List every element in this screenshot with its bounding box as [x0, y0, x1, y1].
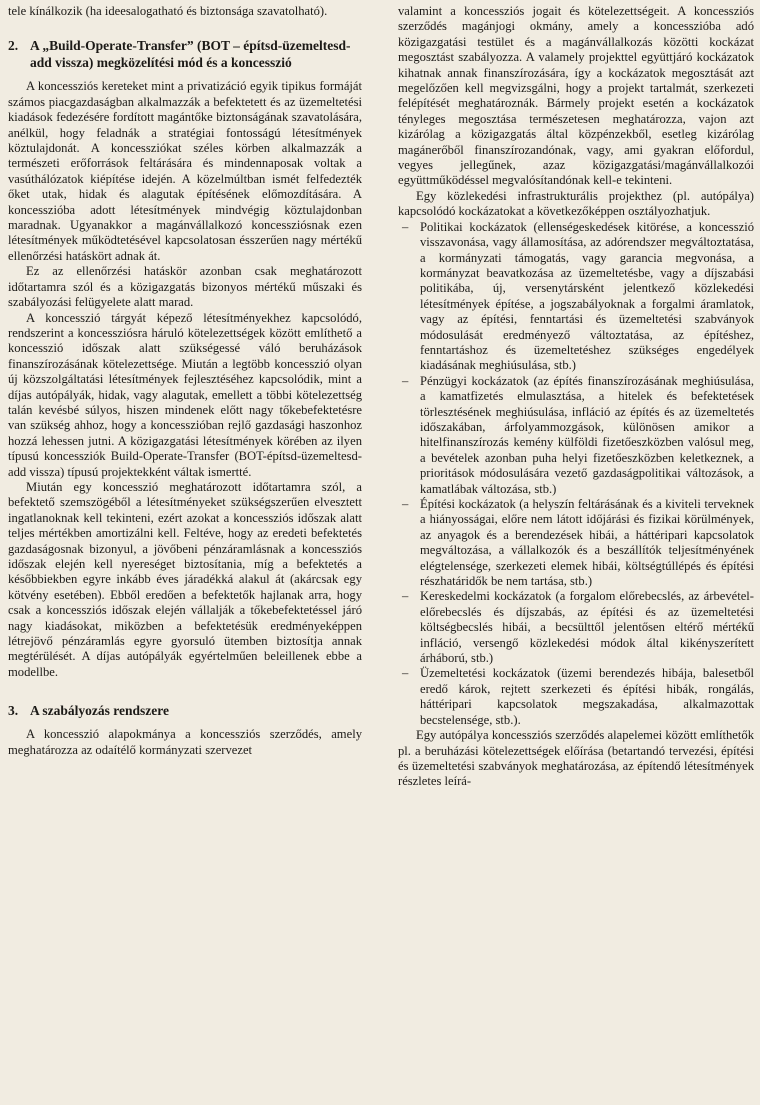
- paragraph: Egy közlekedési infrastrukturális projekthez (pl. autópálya) kapcsolódó kockázatokat a következőképpen osztályozhatjuk.: [398, 188, 754, 219]
- closing-paragraph: Egy autópálya koncessziós szerződés alapelemei között említhetők pl. a beruházási kötelezettségek előírása (betartandó tervezési, építési és üzemeltetési szabványok meghatározása, az építendő létesítmények részletes leírá-: [398, 728, 754, 789]
- section-2-number: 2.: [8, 38, 19, 54]
- intro-fragment: tele kínálkozik (ha ideesalogatható és biztonsága szavatolható).: [8, 4, 328, 18]
- section-3-paragraph: A koncesszió alapokmánya a koncessziós szerződés, amely meghatározza az odaítélő kormányzati szervezet: [8, 727, 362, 757]
- risk-list: [398, 220, 754, 728]
- risk-list-item: – Építési kockázatok (a helyszín feltárásának és a kiviteli terveknek a hiányosságai, előre nem látott időjárási és fizikai körülmények, az anyagok és a berendezések hibái, a háttéripari kapcsolatok megváltozása, a vállalkozók és a beszállítók teljesítményének elégtelensége, szerkezeti elemek hibái, költségtúllépés és építési részhatáridők be nem tartása, stb.): [398, 497, 754, 589]
- section-2-title: A „Build-Operate-Transfer” (BOT – építsd-üzemeltesd-add vissza) megközelítési mód és a koncesszió: [30, 38, 351, 71]
- risk-list-item: – Politikai kockázatok (ellenségeskedések kitörése, a koncesszió visszavonása, vagy államosítása, az adórendszer megváltoztatása, a kormányzati támogatás, vagy garancia megvonása, a kormányzat beavatkozása az üzemeltetésbe, vagy a díjszabási politikába, új, versenytársként jelentkező közlekedési létesítmények építése, a jogszabályoknak a forgalmi áramlatok, vagy az építési, fenntartási és üzemeltetési szabványok módosulását eredményező változtatása, az építéshez, fenntartáshoz és üzemeltetéshez szükséges engedélyek kiadásának meghiúsulása, stb.): [398, 220, 754, 374]
- section-3-number: 3.: [8, 703, 19, 719]
- paragraph: A koncesszió tárgyát képező létesítményekhez kapcsolódó, rendszerint a koncessziósra háruló kötelezettségek között említhető a koncesszió időszak alatt szükségessé váló beruházások finanszírozásának kötelezettsége. Miután a legtöbb koncesszió olyan új közszolgáltatási létesítmények fejlesztéséhez kapcsolódik, mint a díjas autópályák, hidak, vagy alagutak, emellett a többi kötelezettség talán kevésbé súlyos, hiszen mindenek előtt nagy tőkebefektetésre van szükség ahhoz, hogy a koncesszióban rejlő gazdasági haszonhoz hozzá lehessen jutni. A közigazgatási létesítmények körében az ilyen típusú koncessziók Build-Operate-Transfer (BOT-építsd-üzemeltesd-add vissza) típusú projektekként váltak ismertté.: [8, 310, 362, 479]
- paragraph: Miután egy koncesszió meghatározott időtartamra szól, a befektető szemszögéből a létesítményeket szükségszerűen elvesztett ingatlanoknak kell tekinteni, ezért azokat a koncessziós időszak alatt teljes mértékben amortizálni kell. Feltéve, hogy az eredeti befektetés gazdaságosnak bizonyul, a jövőbeni pénzáramlásnak a koncessziós időszak elején kell nyereséget biztosítania, míg a befektetés a későbbiekben egyre inkább éves járadékká alakul át (akárcsak egy kötvény esetében). Ebből eredően a befektetők hajlanak arra, hogy csak a koncessziós időszak elején vállalják a tőkebefektetéssel járó nagy kiadásokat, miközben a befektetésük eredményeképpen létrejövő pénzáramlás egyre gyorsuló ütemben biztosítja annak megtérülését. A díjas autópályák egyértelműen beleillenek ebbe a modellbe.: [8, 479, 362, 679]
- paragraph: valamint a koncessziós jogait és kötelezettségeit. A koncessziós szerződés magánjogi okmány, amely a koncesszióba adó közigazgatási testület és a magánvállalkozás közötti kockázat megosztást szabályozza. A valamely projekttel együttjáró kockázatok kihatnak annak finanszírozására, így a kockázatok megosztását azt megelőzően kell megvizsgálni, hogy a projekt tartalmát, szerkezeti felépítését meghatároznák. Bármely projekt esetén a kockázatok tényleges megosztása természetesen meghatározza, vajon azt kizárólag a közigazgatás által közpénzekből, esetleg kizárólag magánerőből finanszírozandónak, vagy, ami gyakran előfordul, vegyes jellegűnek, azaz közigazgatási/magánvállalkozói együttműködéssel megvalósítandónak kell-e tekinteni.: [398, 4, 754, 188]
- section-3-title: A szabályozás rendszere: [30, 703, 169, 719]
- left-column: [8, 4, 362, 758]
- risk-list-item: – Üzemeltetési kockázatok (üzemi berendezés hibája, balesetből eredő károk, rejtett szerkezeti és építési hibák, rongálás, háttéripari kapcsolatok megszakadása, alkalmazottak becstelensége, stb.).: [398, 666, 754, 728]
- paragraph: Ez az ellenőrzési hatáskör azonban csak meghatározott időtartamra szól és a közigazgatás bizonyos mértékű műszaki és szabályozási felügyelete alatt marad.: [8, 264, 362, 310]
- section-2-heading: [8, 37, 362, 71]
- section-3-heading: [8, 702, 362, 719]
- right-column: [398, 4, 754, 790]
- risk-list-item: – Kereskedelmi kockázatok (a forgalom előrebecslés, az árbevétel-előrebecslés és díjszabás, az építési és az üzemeltetési költségbecslés hibái, a becsülttől jelentősen eltérő mértékű infláció, versengő közlekedési módok által kikényszerített árháború, stb.): [398, 589, 754, 666]
- paragraph: A koncessziós kereteket mint a privatizáció egyik tipikus formáját számos piacgazdaságban alkalmazzák a befektetett és az üzemeltetési kiadások fedezésére fordított magántőke biztonságának szavatolására, anélkül, hogy feladnák a stratégiai fontosságú létesítmények köztulajdonát. A koncessziókat széles körben alkalmazzák a természeti erőforrások feltárására és mindennaposak voltak a vasúthálózatok kiépítése idején. A közelmúltban ismét felfedezték őket utak, hidak és alagutak építésének előmozdítására. A koncesszióba adott létesítmények mindvégig köztulajdonban maradnak. Ugyanakkor a magánvállalkozó koncessziósnak ezen létesítmények működtetésével kapcsolatosan ésszerűen nagy mértékű ellenőrzési hatáskört adnak át.: [8, 79, 362, 263]
- risk-list-item: – Pénzügyi kockázatok (az építés finanszírozásának meghiúsulása, a kamatfizetés elmulasztása, a hitelek és befektetések törlesztésének meghiúsulása, infláció az építés és az üzemeltetés időszakában, árfolyammozgások, különösen amikor a hitelfinanszírozás kemény külföldi fizetőeszközben valósul meg, a bevételek azonban puha helyi fizetőeszközben keletkeznek, a prioritások módosulására vezető gazdaságpolitikai változások, a kamatlábak változása, stb.): [398, 374, 754, 497]
